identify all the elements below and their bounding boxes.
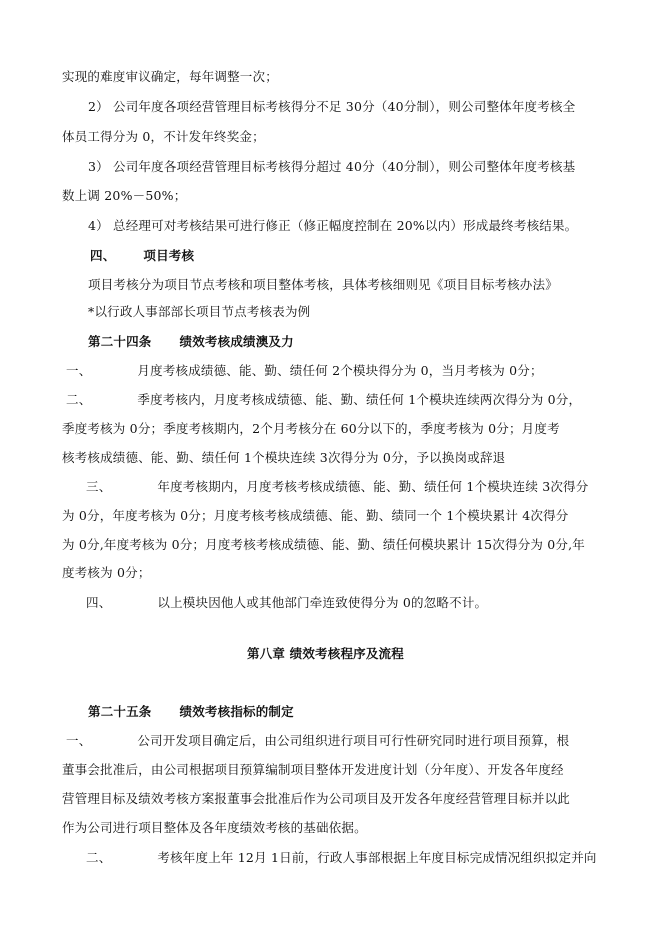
list-number: 一、 (66, 733, 92, 748)
list-text: 季度考核内，月度考核成绩德、能、勤、绩任何 1个模块连续两次得分为 0分， (137, 392, 582, 407)
paragraph-line: *以行政人事部部长项目节点考核表为例 (88, 304, 311, 319)
list-number: 四、 (86, 595, 112, 610)
article-heading (88, 333, 294, 351)
article-title: 绩效考核指标的制定 (179, 704, 294, 719)
paragraph-line: 作为公司进行项目整体及各年度绩效考核的基础依据。 (62, 820, 367, 835)
list-text: 考核年度上年 12月 1日前，行政人事部根据上年度目标完成情况组织拟定并向 (157, 850, 597, 865)
paragraph-line: 体员工得分为 0，不计发年终奖金； (62, 129, 265, 144)
paragraph-line: 度考核为 0分； (62, 565, 151, 580)
paragraph-line: 数上调 20%－50%； (62, 188, 187, 203)
section-heading (90, 247, 194, 265)
list-text: 公司开发项目确定后，由公司组织进行项目可行性研究同时进行项目预算，根 (137, 733, 570, 748)
list-number: 二、 (86, 850, 112, 865)
paragraph-line: 实现的难度审议确定，每年调整一次； (62, 69, 278, 84)
list-item (86, 594, 487, 612)
paragraph-line: 3） 公司年度各项经营管理目标考核得分超过 40分（40分制），则公司整体年度考核基 (88, 159, 576, 174)
list-item (66, 391, 581, 409)
chapter-title: 第八章 绩效考核程序及流程 (247, 646, 404, 661)
paragraph-line: 季度考核为 0分；季度考核期内，2个月考核分在 60分以下的，季度考核为 0分；月度考 (62, 421, 560, 436)
list-item (66, 732, 569, 750)
list-number: 一、 (66, 363, 92, 378)
paragraph-line: 为 0分，年度考核为 0分；月度考核考核成绩德、能、勤、绩同一个 1个模块累计 4次得分 (62, 508, 569, 523)
list-item (86, 849, 597, 867)
paragraph-line: 2） 公司年度各项经营管理目标考核得分不足 30分（40分制），则公司整体年度考核全 (88, 99, 576, 114)
paragraph-line: 为 0分,年度考核为 0分；月度考核考核成绩德、能、勤、绩任何模块累计 15次得分为 0分,年 (62, 537, 586, 552)
list-item (66, 362, 543, 380)
paragraph-line: 董事会批准后，由公司根据项目预算编制项目整体开发进度计划（分年度）、开发各年度经 (62, 762, 564, 777)
paragraph-line: 核考核成绩德、能、勤、绩任何 1个模块连续 3次得分为 0分，予以换岗或辞退 (62, 450, 506, 465)
paragraph-line: 项目考核分为项目节点考核和项目整体考核，具体考核细则见《项目目标考核办法》 (88, 277, 558, 292)
list-number: 二、 (66, 392, 92, 407)
list-number: 三、 (86, 479, 112, 494)
article-number: 第二十五条 (88, 704, 152, 719)
list-item (86, 478, 588, 496)
section-title: 项目考核 (143, 248, 195, 263)
list-text: 以上模块因他人或其他部门牵连致使得分为 0的忽略不计。 (157, 595, 488, 610)
article-number: 第二十四条 (88, 334, 152, 349)
article-title: 绩效考核成绩澳及力 (179, 334, 294, 349)
paragraph-line: 4） 总经理可对考核结果可进行修正（修正幅度控制在 20%以内）形成最终考核结果。 (88, 218, 578, 233)
section-number: 四、 (90, 248, 116, 263)
article-heading (88, 703, 294, 721)
list-text: 月度考核成绩德、能、勤、绩任何 2个模块得分为 0，当月考核为 0分； (137, 363, 543, 378)
list-text: 年度考核期内，月度考核考核成绩德、能、勤、绩任何 1个模块连续 3次得分 (157, 479, 589, 494)
paragraph-line: 营管理目标及绩效考核方案报董事会批准后作为公司项目及开发各年度经营管理目标并以此 (62, 791, 571, 806)
